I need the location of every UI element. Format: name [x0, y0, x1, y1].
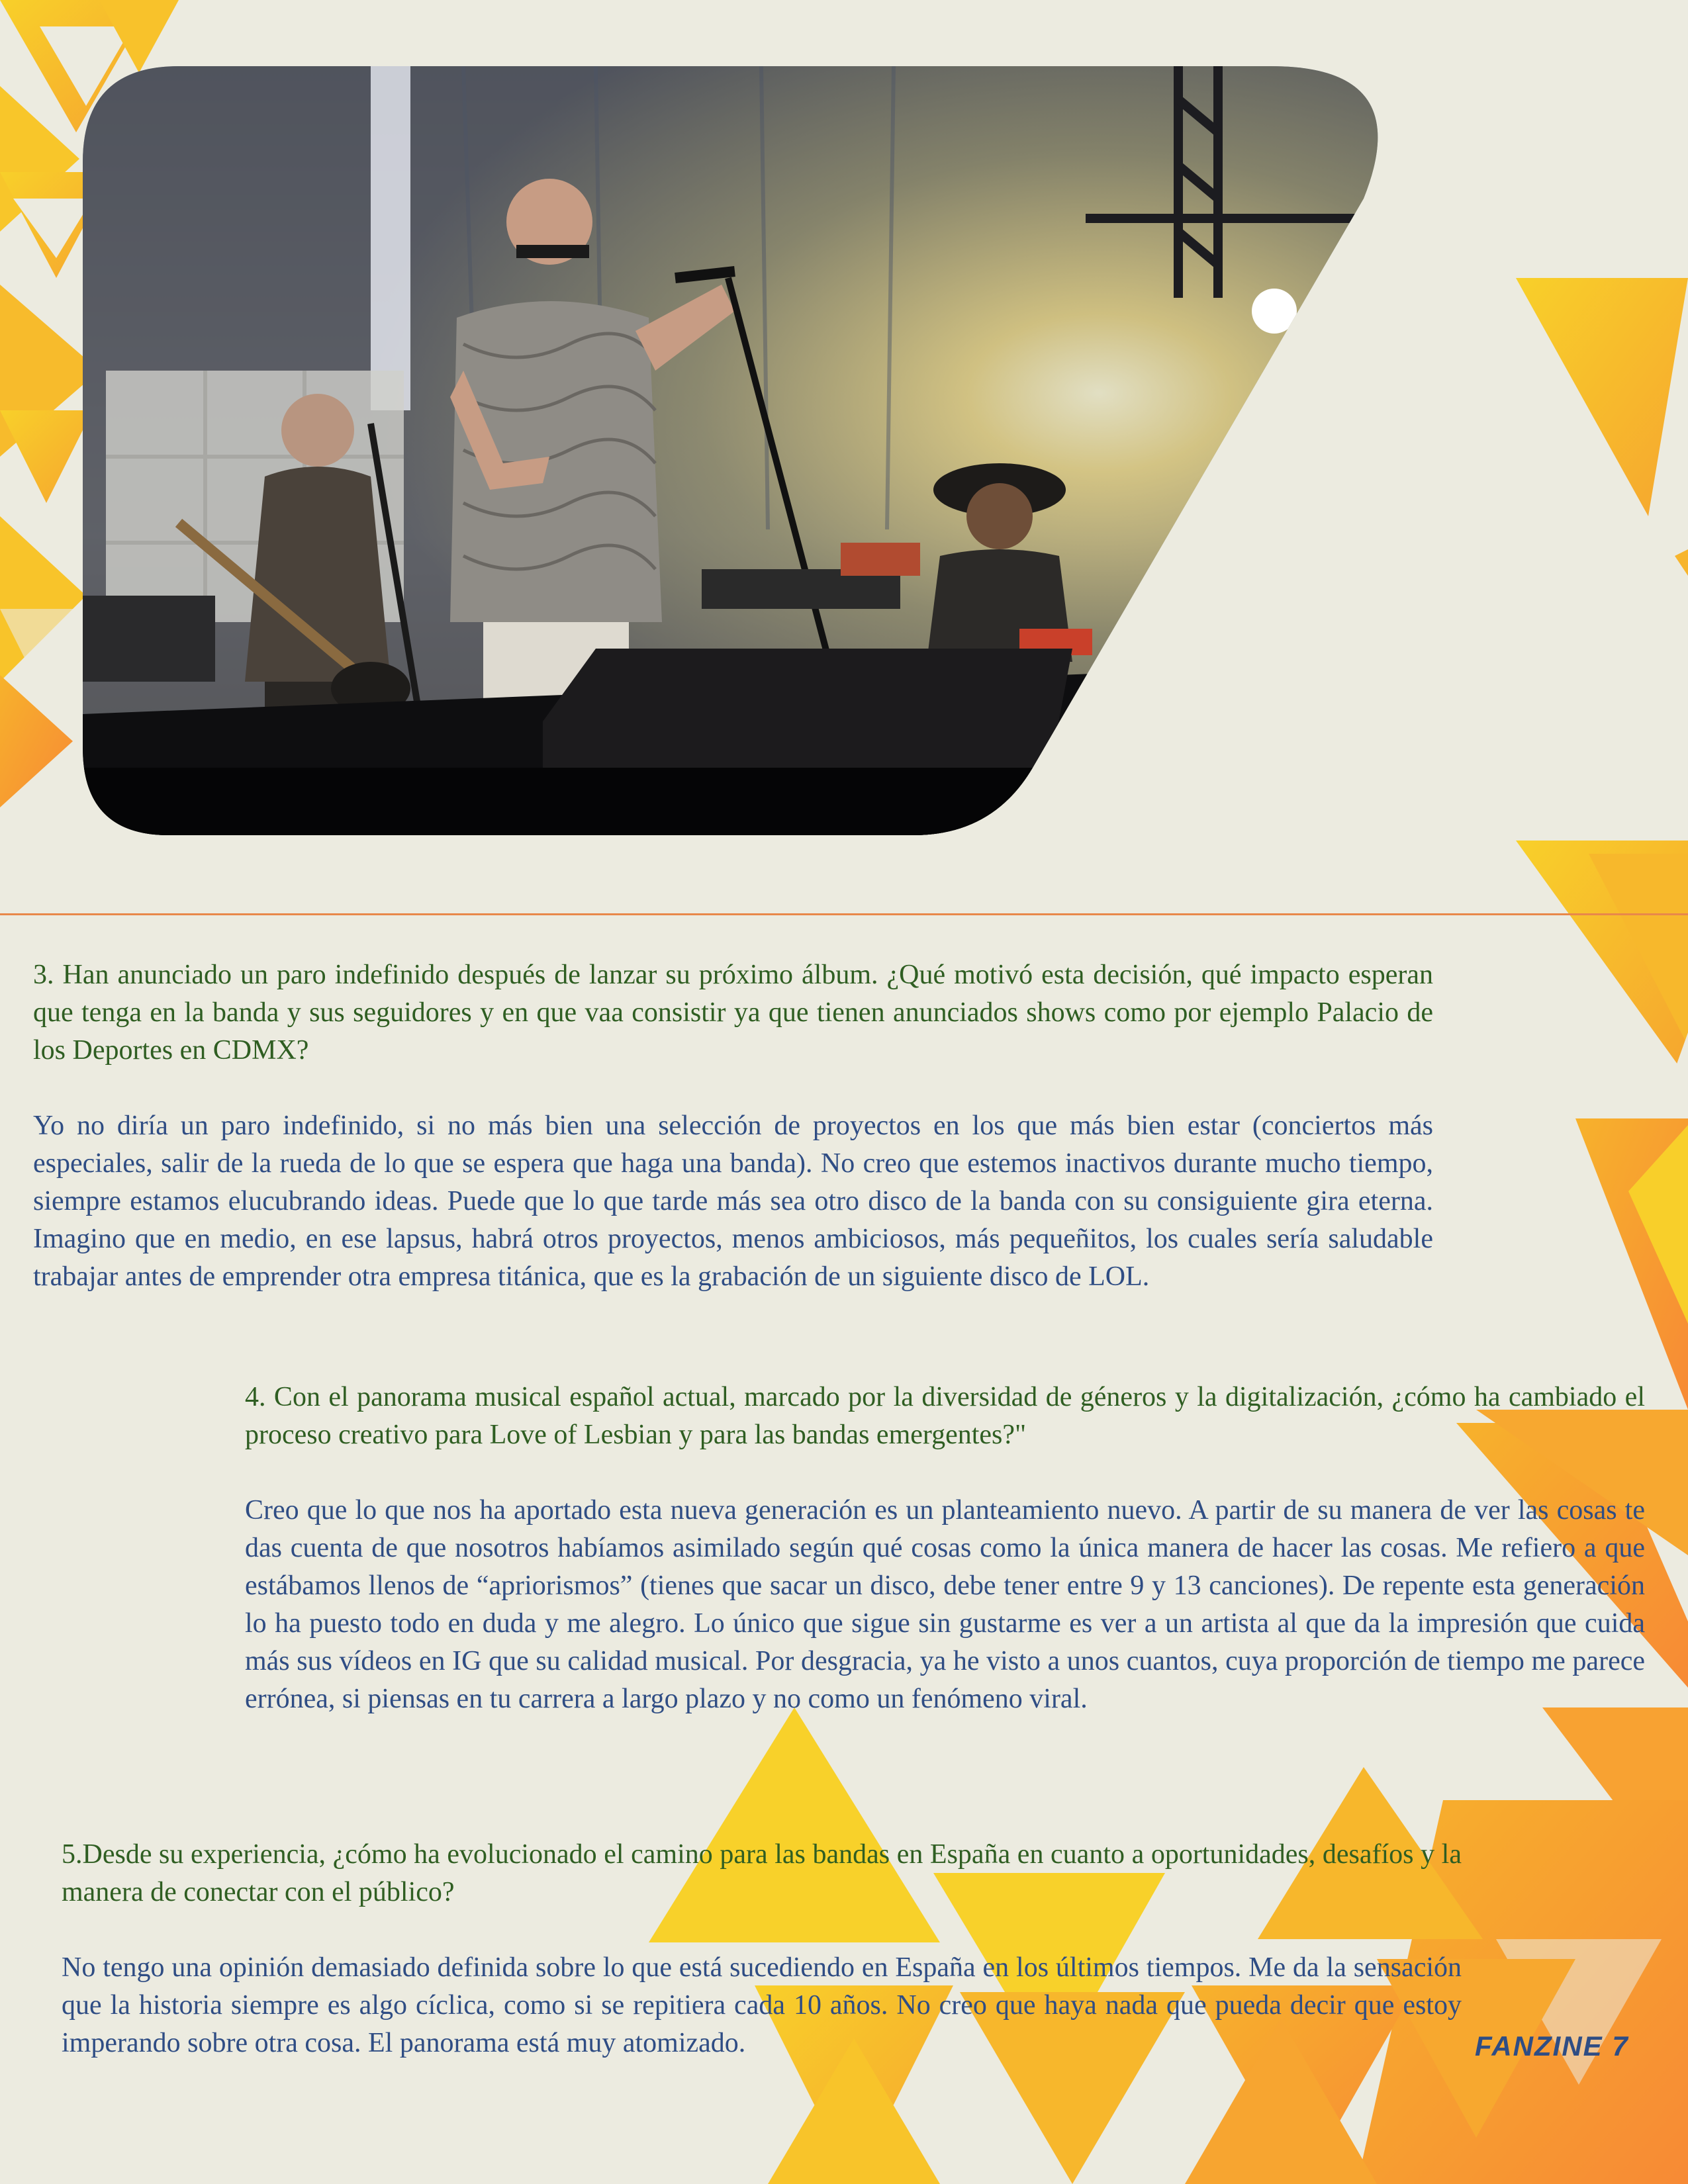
- interview-question-5: [62, 1836, 1462, 2062]
- interview-question-4: [245, 1379, 1645, 1718]
- fanzine-brand: FANZINE 7: [1475, 2030, 1629, 2062]
- question-5-text: 5.Desde su experiencia, ¿cómo ha evolucionado el camino para las bandas en España en cuanto a oportunidades, desafíos y la manera de conectar con el público?: [62, 1839, 1462, 1907]
- section-divider: [0, 913, 1688, 915]
- answer-5-text: No tengo una opinión demasiado definida sobre lo que está sucediendo en España en los últimos tiempos. Me da la sensación que la historia siempre es algo cíclica, como si se repitiera cada 10 años. No creo que haya nada que pueda decir que estoy imperando sobre otra cosa. El panorama está muy atomizado.: [62, 1952, 1462, 2058]
- question-3-text: 3. Han anunciado un paro indefinido después de lanzar su próximo álbum. ¿Qué motivó esta decisión, qué impacto esperan que tenga en la banda y sus seguidores y en que vaa consistir ya que tienen anunciados shows como por ejemplo Palacio de los Deportes en CDMX?: [33, 960, 1433, 1066]
- interview-question-3: [33, 956, 1433, 1296]
- concert-photo: [0, 0, 1688, 860]
- question-4-text: 4. Con el panorama musical español actual, marcado por la diversidad de géneros y la digitalización, ¿cómo ha cambiado el proceso creativo para Love of Lesbian y para las bandas emergentes?": [245, 1382, 1645, 1450]
- answer-3-text: Yo no diría un paro indefinido, si no más bien una selección de proyectos en los que más bien estar (conciertos más especiales, salir de la rueda de lo que se espera que haga una banda). No creo que estemos inactivos durante mucho tiempo, siempre estamos elucubrando ideas. Puede que lo que tarde más sea otro disco de la banda con su consiguiente gira eterna. Imagino que en medio, en ese lapsus, habrá otros proyectos, menos ambiciosos, más pequeñitos, los cuales sería saludable trabajar antes de emprender otra empresa titánica, que es la grabación de un siguiente disco de LOL.: [33, 1111, 1433, 1292]
- answer-4-text: Creo que lo que nos ha aportado esta nueva generación es un planteamiento nuevo. A partir de su manera de ver las cosas te das cuenta de que nosotros habíamos asimilado según qué cosas como la única manera de hacer las cosas. Me refiero a que estábamos llenos de “apriorismos” (tienes que sacar un disco, debe tener entre 9 y 13 canciones). De repente esta generación lo ha puesto todo en duda y me alegro. Lo único que sigue sin gustarme es ver a un artista al que da la impresión que cuida más sus vídeos en IG que su calidad musical. Por desgracia, ya he visto a unos cuantos, cuya proporción de tiempo me parece errónea, si piensas en tu carrera a largo plazo y no como un fenómeno viral.: [245, 1495, 1645, 1714]
